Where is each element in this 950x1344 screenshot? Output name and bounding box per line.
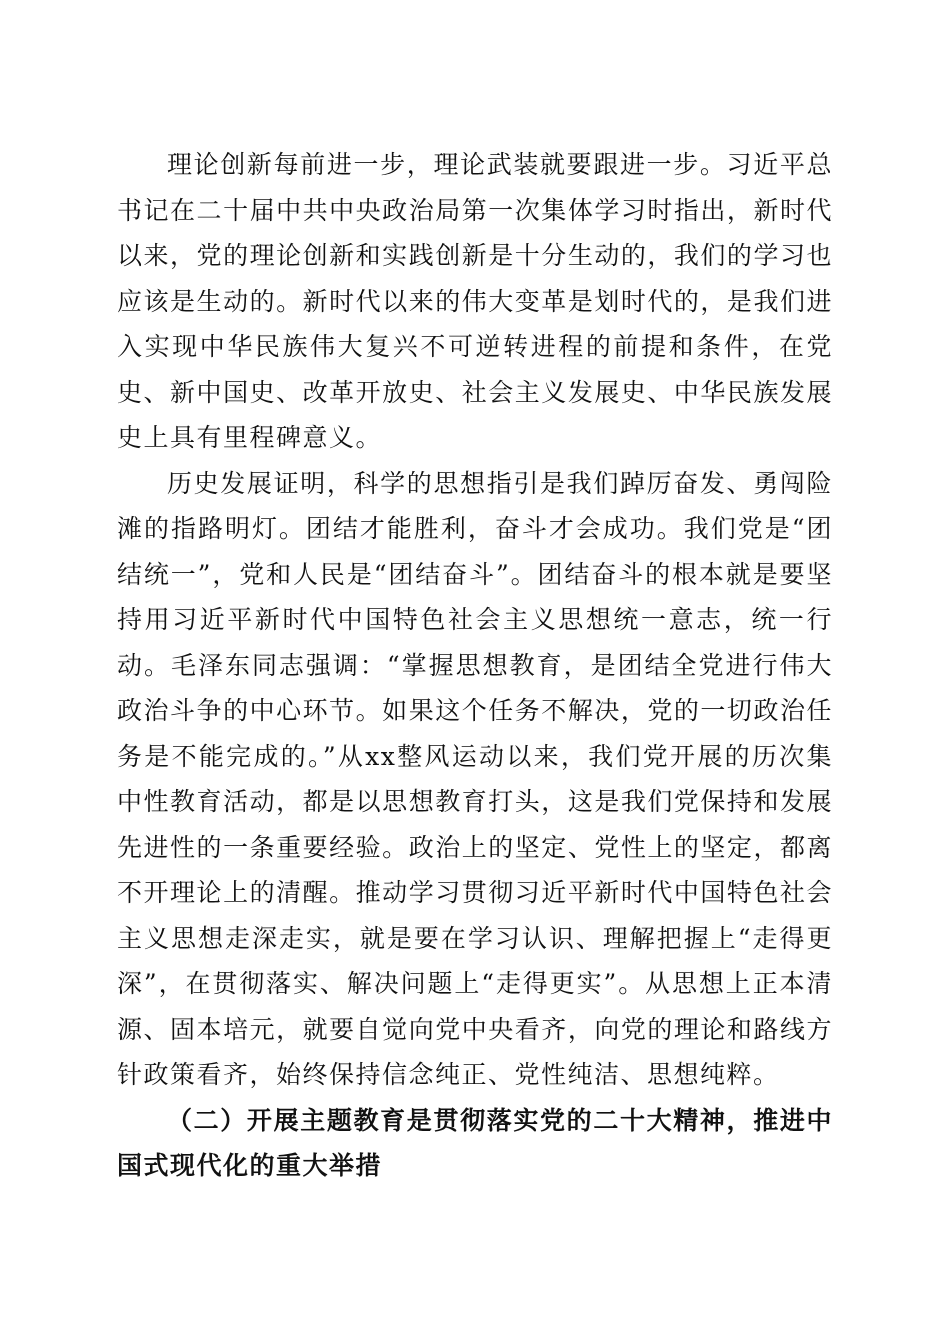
paragraph-historical-development: 历史发展证明，科学的思想指引是我们踔厉奋发、勇闯险滩的指路明灯。团结才能胜利，奋斗才会成功。我们党是“团结统一”，党和人民是“团结奋斗”。团结奋斗的根本就是要坚持用习近平新时代中国特色社会主义思想统一意志，统一行动。毛泽东同志强调：“掌握思想教育，是团结全党进行伟大政治斗争的中心环节。如果这个任务不解决，党的一切政治任务是不能完成的。”从xx整风运动以来，我们党开展的历次集中性教育活动，都是以思想教育打头，这是我们党保持和发展先进性的一条重要经验。政治上的坚定、党性上的坚定，都离不开理论上的清醒。推动学习贯彻习近平新时代中国特色社会主义思想走深走实，就是要在学习认识、理解把握上“走得更深”，在贯彻落实、解决问题上“走得更实”。从思想上正本清源、固本培元，就要自觉向党中央看齐，向党的理论和路线方针政策看齐，始终保持信念纯正、党性纯洁、思想纯粹。: [117, 468, 833, 1089]
document-body: [117, 142, 833, 1189]
section-heading: （二）开展主题教育是贯彻落实党的二十大精神，推进中国式现代化的重大举措: [117, 1105, 833, 1180]
paragraph-theory-innovation: 理论创新每前进一步，理论武装就要跟进一步。习近平总书记在二十届中共中央政治局第一次集体学习时指出，新时代以来，党的理论创新和实践创新是十分生动的，我们的学习也应该是生动的。新时代以来的伟大变革是划时代的，是我们进入实现中华民族伟大复兴不可逆转进程的前提和条件，在党史、新中国史、改革开放史、社会主义发展史、中华民族发展史上具有里程碑意义。: [117, 150, 833, 452]
